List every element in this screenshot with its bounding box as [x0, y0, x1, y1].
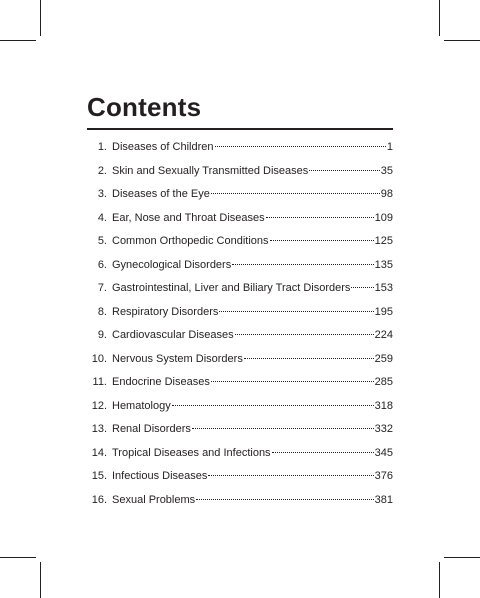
toc-entry[interactable]: [87, 160, 393, 184]
toc-dot-leader: [232, 264, 373, 265]
toc-entry-page: 376: [374, 470, 393, 482]
toc-entry-title: Gynecological Disorders: [112, 258, 232, 271]
toc-entry[interactable]: [87, 442, 393, 466]
toc-entry-page: 381: [374, 493, 393, 506]
toc-entry[interactable]: [87, 277, 393, 301]
crop-mark-top-right-vertical: [439, 0, 440, 36]
toc-dot-leader: [192, 428, 374, 429]
toc-entry-title: Skin and Sexually Transmitted Diseases: [112, 164, 309, 177]
toc-entry[interactable]: [87, 489, 393, 513]
toc-entry[interactable]: [87, 465, 393, 489]
toc-dot-leader: [219, 311, 373, 312]
toc-entry-page: 135: [374, 258, 393, 271]
table-of-contents: [87, 136, 393, 512]
toc-entry-title: Hematology: [112, 399, 171, 412]
toc-dot-leader: [211, 193, 380, 194]
toc-entry[interactable]: [87, 183, 393, 207]
toc-entry-number: 14.: [91, 446, 107, 459]
toc-entry[interactable]: [87, 230, 393, 254]
toc-dot-leader: [211, 381, 374, 382]
toc-entry-title: Tropical Diseases and Infections: [112, 446, 271, 459]
toc-entry-title: Cardiovascular Diseases: [112, 329, 234, 341]
toc-entry-page: 318: [374, 399, 393, 412]
toc-dot-leader: [244, 358, 374, 359]
toc-entry[interactable]: [87, 371, 393, 395]
toc-entry-number: 5.: [97, 235, 107, 247]
toc-entry-number: 4.: [97, 211, 107, 224]
toc-entry-number: 16.: [91, 493, 107, 506]
toc-entry[interactable]: [87, 348, 393, 372]
page-title: Contents: [87, 92, 202, 122]
toc-entry-page: 125: [374, 235, 393, 247]
toc-entry[interactable]: [87, 136, 393, 160]
toc-entry[interactable]: [87, 207, 393, 231]
toc-entry-number: 7.: [97, 282, 107, 294]
toc-entry-title: Nervous System Disorders: [112, 352, 243, 365]
toc-dot-leader: [309, 170, 379, 171]
toc-entry-page: 153: [374, 282, 393, 294]
toc-entry-page: 285: [374, 376, 393, 388]
crop-mark-bottom-right-vertical: [439, 562, 440, 598]
toc-entry[interactable]: [87, 418, 393, 442]
toc-entry-number: 8.: [97, 305, 107, 318]
toc-entry[interactable]: [87, 324, 393, 348]
crop-mark-bottom-left-horizontal: [0, 557, 36, 558]
toc-entry-title: Gastrointestinal, Liver and Biliary Tract Disorders: [112, 282, 351, 294]
toc-dot-leader: [196, 499, 373, 500]
crop-mark-bottom-left-vertical: [40, 562, 41, 598]
toc-entry-number: 15.: [91, 470, 107, 482]
toc-entry-page: 1: [386, 141, 393, 153]
toc-entry-title: Infectious Diseases: [112, 470, 208, 482]
toc-dot-leader: [270, 240, 374, 241]
toc-entry-page: 35: [380, 164, 393, 177]
crop-mark-top-right-horizontal: [444, 40, 480, 41]
toc-entry-title: Respiratory Disorders: [112, 305, 219, 318]
toc-entry-number: 3.: [97, 188, 107, 200]
toc-dot-leader: [215, 146, 386, 147]
toc-entry-title: Diseases of Children: [112, 141, 214, 153]
toc-entry-number: 13.: [91, 423, 107, 435]
toc-entry-number: 10.: [91, 352, 107, 365]
title-rule: [87, 128, 393, 130]
toc-entry-title: Diseases of the Eye: [112, 188, 210, 200]
toc-entry-page: 109: [374, 211, 393, 224]
toc-entry-title: Endocrine Diseases: [112, 376, 210, 388]
toc-entry-number: 6.: [97, 258, 107, 271]
toc-dot-leader: [351, 287, 373, 288]
toc-entry[interactable]: [87, 395, 393, 419]
toc-dot-leader: [235, 334, 374, 335]
toc-entry-page: 195: [374, 305, 393, 318]
toc-entry-number: 11.: [92, 376, 107, 388]
toc-entry-number: 9.: [97, 329, 107, 341]
toc-entry-title: Sexual Problems: [112, 493, 196, 506]
toc-entry[interactable]: [87, 301, 393, 325]
crop-mark-top-left-vertical: [40, 0, 41, 36]
toc-entry-page: 259: [374, 352, 393, 365]
toc-entry-page: 98: [380, 188, 393, 200]
toc-entry-number: 1.: [97, 141, 107, 153]
toc-entry-title: Renal Disorders: [112, 423, 191, 435]
toc-dot-leader: [272, 452, 374, 453]
toc-dot-leader: [266, 217, 374, 218]
toc-entry-title: Common Orthopedic Conditions: [112, 235, 269, 247]
toc-entry-page: 224: [374, 329, 393, 341]
toc-dot-leader: [172, 405, 374, 406]
toc-entry-number: 2.: [97, 164, 107, 177]
toc-entry-number: 12.: [91, 399, 107, 412]
crop-mark-top-left-horizontal: [0, 40, 36, 41]
crop-mark-bottom-right-horizontal: [444, 557, 480, 558]
toc-entry-page: 332: [374, 423, 393, 435]
toc-entry[interactable]: [87, 254, 393, 278]
toc-dot-leader: [208, 475, 373, 476]
toc-entry-page: 345: [374, 446, 393, 459]
toc-entry-title: Ear, Nose and Throat Diseases: [112, 211, 265, 224]
